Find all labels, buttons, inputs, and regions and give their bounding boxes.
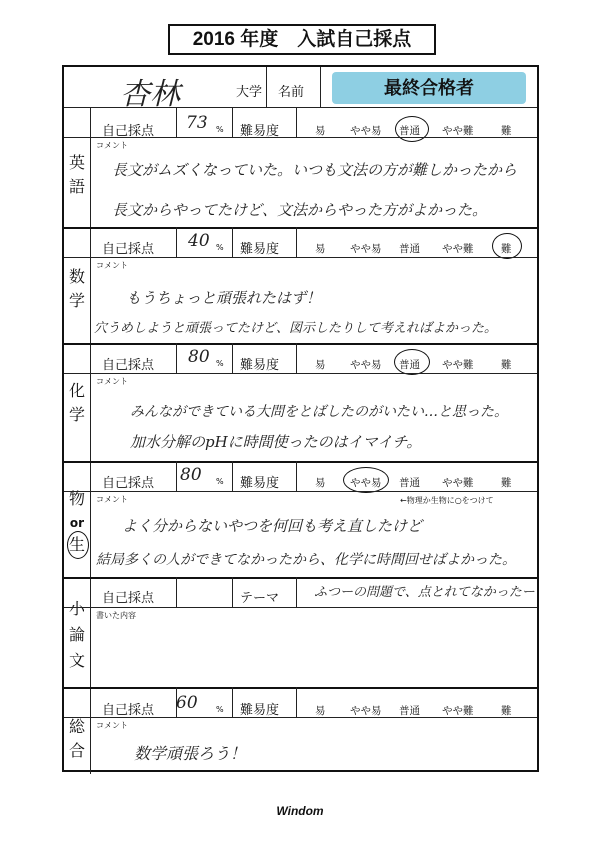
chemistry-difficulty-label: 難易度: [240, 358, 280, 373]
subject-science-bottom: 生: [68, 535, 85, 554]
overall-comment-line1: 数学頑張ろう！: [134, 744, 247, 763]
essay-theme-label: テーマ: [240, 591, 280, 606]
math-difficulty-label: 難易度: [240, 242, 280, 257]
essay-score-label: 自己採点: [102, 591, 155, 606]
subject-english-top: 英: [68, 153, 85, 172]
chemistry-selected-circle: [394, 349, 430, 375]
subject-overall-top: 総: [68, 717, 85, 736]
subject-essay-mid: 論: [68, 625, 85, 644]
english-percent: %: [216, 125, 224, 134]
overall-score: 60: [176, 693, 198, 713]
science-selected-circle: [343, 467, 389, 493]
overall-comment-label: コメント: [96, 721, 128, 730]
chemistry-comment-line2: 加水分解のpHに時間使ったのはイマイチ。: [130, 433, 422, 451]
final-pass-banner: 最終合格者: [332, 72, 526, 104]
english-comment-line1: 長文がムズくなっていた。いつも文法の方が難しかったから: [112, 161, 518, 179]
overall-diff-somewhat-hard: やや難: [442, 705, 474, 717]
english-difficulty-label: 難易度: [240, 124, 280, 139]
chemistry-diff-somewhat-hard: やや難: [442, 359, 474, 371]
math-comment-label: コメント: [96, 261, 128, 270]
subject-science-or: or: [69, 516, 85, 530]
chemistry-diff-somewhat-easy: やや易: [350, 359, 382, 371]
chemistry-diff-normal: 普通: [399, 359, 420, 371]
science-difficulty-label: 難易度: [240, 476, 280, 491]
math-comment-line1: もうちょっと頑張れたはず！: [126, 289, 322, 307]
score-sheet: [62, 65, 539, 772]
chemistry-score: 80: [188, 347, 210, 367]
name-label: 名前: [278, 85, 305, 100]
overall-diff-hard: 難: [501, 705, 512, 717]
math-score: 40: [188, 231, 210, 251]
english-diff-somewhat-hard: やや難: [442, 125, 474, 137]
science-percent: %: [216, 477, 224, 486]
overall-diff-normal: 普通: [399, 705, 420, 717]
math-diff-somewhat-hard: やや難: [442, 243, 474, 255]
subject-science-top: 物: [68, 489, 85, 508]
chemistry-percent: %: [216, 359, 224, 368]
science-score-label: 自己採点: [102, 476, 155, 491]
footer-brand: Windom: [276, 804, 324, 818]
english-comment-line2: 長文からやってたけど、文法からやった方がよかった。: [112, 201, 488, 219]
subject-math-bottom: 学: [68, 291, 85, 310]
science-comment-line1: よく分からないやつを何回も考え直したけど: [122, 517, 423, 535]
science-score: 80: [180, 465, 202, 485]
science-diff-somewhat-hard: やや難: [442, 477, 474, 489]
essay-written-content-label: 書いた内容: [96, 611, 136, 620]
chemistry-score-label: 自己採点: [102, 358, 155, 373]
overall-diff-easy: 易: [315, 705, 326, 717]
english-diff-easy: 易: [315, 125, 326, 137]
university-label: 大学: [236, 85, 263, 100]
subject-overall-bottom: 合: [68, 741, 85, 760]
math-diff-easy: 易: [315, 243, 326, 255]
subject-essay-top: 小: [68, 599, 85, 618]
overall-percent: %: [216, 705, 224, 714]
math-percent: %: [216, 243, 224, 252]
subject-essay-bottom: 文: [68, 651, 85, 670]
subject-chemistry-bottom: 学: [68, 405, 85, 424]
english-diff-somewhat-easy: やや易: [350, 125, 382, 137]
science-comment-label: コメント: [96, 495, 128, 504]
subject-chemistry-top: 化: [68, 381, 85, 400]
science-diff-somewhat-easy: やや易: [350, 477, 382, 489]
english-diff-normal: 普通: [399, 125, 420, 137]
essay-theme-handwritten: ふつーの問題で、点とれてなかったー: [314, 585, 535, 600]
math-diff-somewhat-easy: やや易: [350, 243, 382, 255]
chemistry-comment-line1: みんなができている大問をとばしたのがいたい…と思った。: [130, 404, 508, 420]
science-diff-easy: 易: [315, 477, 326, 489]
overall-diff-somewhat-easy: やや易: [350, 705, 382, 717]
subject-math-top: 数: [68, 267, 85, 286]
math-diff-hard: 難: [501, 243, 512, 255]
english-score-label: 自己採点: [102, 124, 155, 139]
english-selected-circle: [395, 116, 429, 142]
science-note: ←物理か生物に○をつけて: [400, 496, 494, 505]
biology-selected-circle: [67, 531, 89, 559]
science-diff-normal: 普通: [399, 477, 420, 489]
overall-difficulty-label: 難易度: [240, 703, 280, 718]
english-score: 73: [186, 113, 208, 133]
english-diff-hard: 難: [501, 125, 512, 137]
page-title: 2016 年度 入試自己採点: [168, 24, 436, 55]
math-comment-line2: 穴うめしようと頑張ってたけど、図示したりして考えればよかった。: [94, 321, 498, 336]
overall-score-label: 自己採点: [102, 703, 155, 718]
science-diff-hard: 難: [501, 477, 512, 489]
university-name-handwritten: 杏林: [120, 77, 180, 112]
chemistry-diff-easy: 易: [315, 359, 326, 371]
subject-english-bottom: 語: [68, 177, 85, 196]
math-score-label: 自己採点: [102, 242, 155, 257]
chemistry-comment-label: コメント: [96, 377, 128, 386]
science-comment-line2: 結局多くの人ができてなかったから、化学に時間回せばよかった。: [96, 552, 516, 568]
chemistry-diff-hard: 難: [501, 359, 512, 371]
english-comment-label: コメント: [96, 141, 128, 150]
math-selected-circle: [492, 233, 522, 259]
math-diff-normal: 普通: [399, 243, 420, 255]
